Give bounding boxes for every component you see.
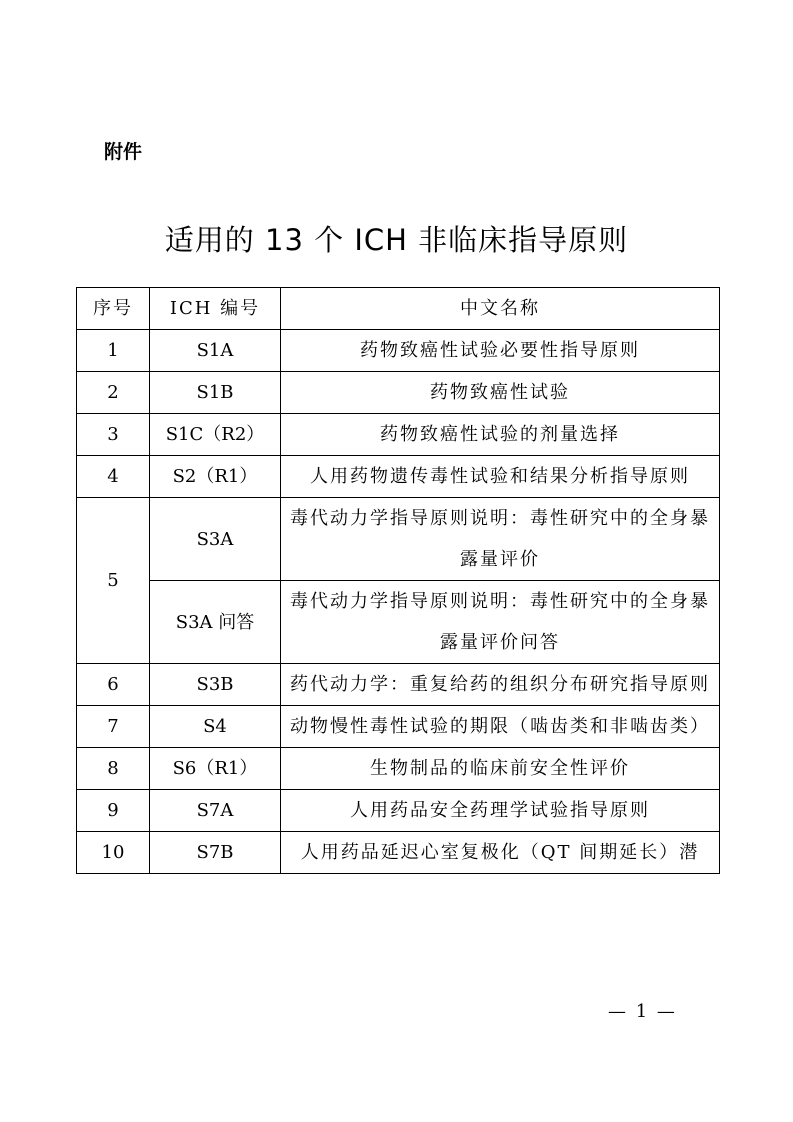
table-row bbox=[77, 414, 720, 456]
table-row bbox=[77, 790, 720, 832]
header-serial-number: 序号 bbox=[77, 288, 150, 330]
table-row bbox=[77, 456, 720, 498]
table-row bbox=[77, 664, 720, 706]
row-ich-code: S6（R1） bbox=[150, 748, 281, 790]
table-header-row bbox=[77, 288, 720, 330]
row-chinese-name: 人用药品延迟心室复极化（QT 间期延长）潜 bbox=[281, 832, 720, 874]
header-ich-code: ICH 编号 bbox=[150, 288, 281, 330]
row-ich-code: S1A bbox=[150, 330, 281, 372]
row-number: 3 bbox=[77, 414, 150, 456]
row-chinese-name: 毒代动力学指导原则说明：毒性研究中的全身暴露量评价问答 bbox=[281, 581, 720, 664]
row-ich-code: S3B bbox=[150, 664, 281, 706]
row-ich-code: S7B bbox=[150, 832, 281, 874]
document-title: 适用的 13 个 ICH 非临床指导原则 bbox=[164, 223, 629, 257]
row-number: 8 bbox=[77, 748, 150, 790]
row-ich-code: S7A bbox=[150, 790, 281, 832]
row-ich-code: S2（R1） bbox=[150, 456, 281, 498]
table-row bbox=[77, 748, 720, 790]
table-row bbox=[77, 372, 720, 414]
row-number: 1 bbox=[77, 330, 150, 372]
row-number: 4 bbox=[77, 456, 150, 498]
row-chinese-name: 药物致癌性试验的剂量选择 bbox=[281, 414, 720, 456]
table-row bbox=[77, 581, 720, 664]
row-ich-code: S3A 问答 bbox=[150, 581, 281, 664]
row-ich-code: S1B bbox=[150, 372, 281, 414]
header-chinese-name: 中文名称 bbox=[281, 288, 720, 330]
row-number: 5 bbox=[77, 498, 150, 664]
row-number: 9 bbox=[77, 790, 150, 832]
row-number: 7 bbox=[77, 706, 150, 748]
row-ich-code: S4 bbox=[150, 706, 281, 748]
row-chinese-name: 人用药物遗传毒性试验和结果分析指导原则 bbox=[281, 456, 720, 498]
table-row bbox=[77, 832, 720, 874]
row-chinese-name: 生物制品的临床前安全性评价 bbox=[281, 748, 720, 790]
row-number: 6 bbox=[77, 664, 150, 706]
table-row bbox=[77, 330, 720, 372]
row-chinese-name: 药代动力学：重复给药的组织分布研究指导原则 bbox=[281, 664, 720, 706]
row-chinese-name: 动物慢性毒性试验的期限（啮齿类和非啮齿类） bbox=[281, 706, 720, 748]
row-chinese-name: 药物致癌性试验 bbox=[281, 372, 720, 414]
row-chinese-name: 毒代动力学指导原则说明：毒性研究中的全身暴露量评价 bbox=[281, 498, 720, 581]
row-chinese-name: 药物致癌性试验必要性指导原则 bbox=[281, 330, 720, 372]
table-row bbox=[77, 498, 720, 581]
table-row bbox=[77, 706, 720, 748]
row-ich-code: S3A bbox=[150, 498, 281, 581]
page-number: — 1 — bbox=[608, 1001, 677, 1022]
attachment-label: 附件 bbox=[104, 141, 143, 163]
row-ich-code: S1C（R2） bbox=[150, 414, 281, 456]
row-chinese-name: 人用药品安全药理学试验指导原则 bbox=[281, 790, 720, 832]
guidelines-table bbox=[76, 287, 720, 874]
row-number: 2 bbox=[77, 372, 150, 414]
row-number: 10 bbox=[77, 832, 150, 874]
